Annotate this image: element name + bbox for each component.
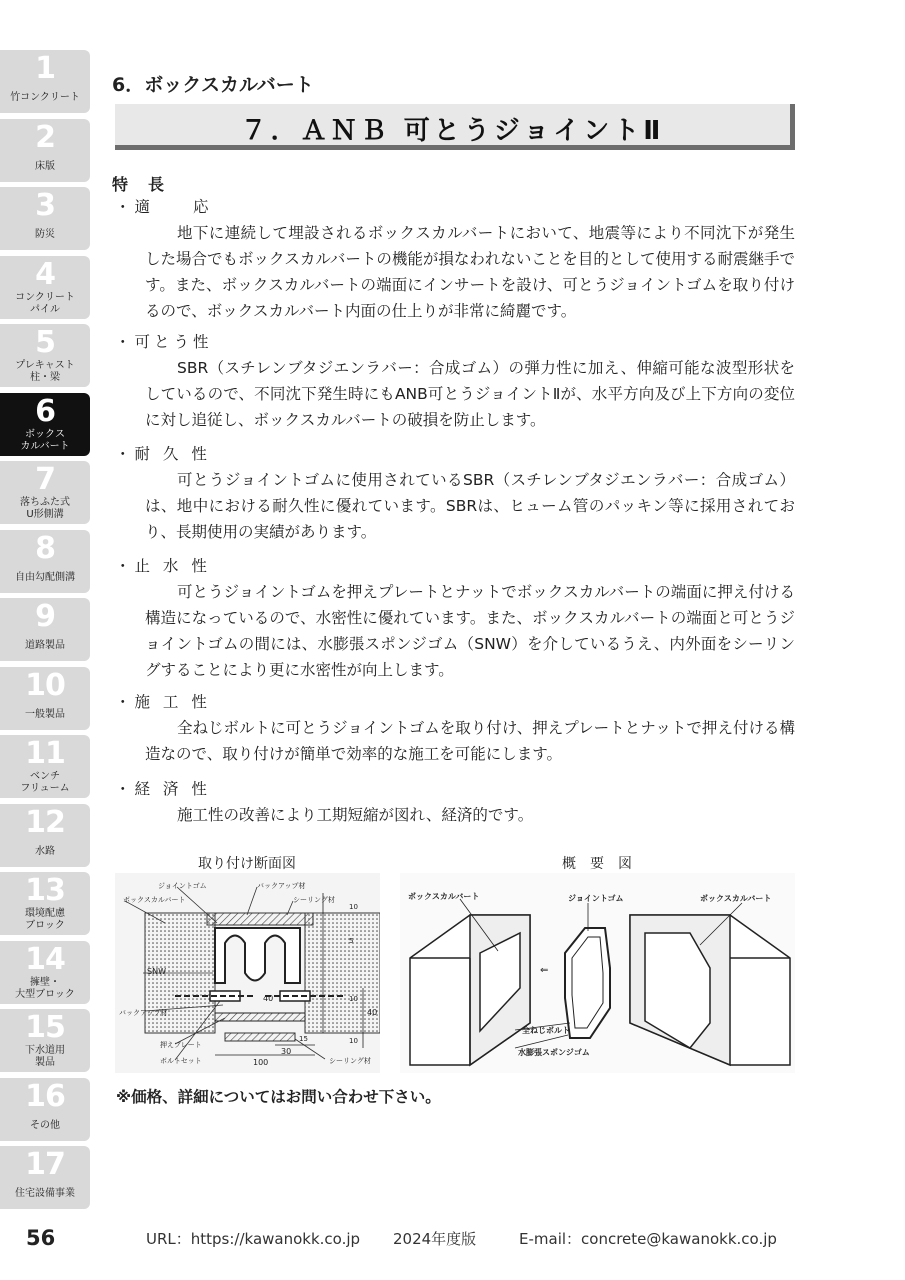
- inquiry-note: ※価格、詳細についてはお問い合わせ下さい。: [116, 1088, 441, 1106]
- chapter-tab-label: 道路製品: [25, 640, 65, 651]
- dim-30: 30: [281, 1047, 292, 1056]
- feature-section: [115, 776, 795, 828]
- feature-section: [115, 441, 795, 545]
- feature-heading: ・耐 久 性: [115, 445, 211, 463]
- chapter-tab-number: 12: [25, 804, 65, 840]
- feature-heading: ・施 工 性: [115, 693, 211, 711]
- chapter-tab[interactable]: [0, 530, 90, 593]
- dim-40-inner: 40: [263, 994, 274, 1003]
- feature-body: 可とうジョイントゴムを押えプレートとナットでボックスカルバートの端面に押え付ける構造になっているので、水密性に優れています。また、ボックスカルバートの端面と可とうジョイントゴムの間には、水膨張スポンジゴム（SNW）を介しているうえ、内外面をシーリングすることにより更に水密性が向上します。: [145, 583, 795, 679]
- label-press-plate: 押えプレート: [160, 1041, 202, 1049]
- chapter-tab-label: 水路: [35, 845, 55, 857]
- section-heading: 6．ボックスカルバート: [112, 74, 314, 96]
- chapter-tab-number: 15: [25, 1010, 65, 1045]
- overview-drawing-caption: 概 要 図: [562, 856, 632, 872]
- feature-section: [115, 689, 795, 767]
- chapter-tab-number: 17: [25, 1147, 65, 1182]
- chapter-tab-label: ベンチ フリューム: [20, 771, 70, 794]
- dim-40-right: 40: [367, 1008, 378, 1017]
- chapter-tab[interactable]: [0, 1078, 90, 1141]
- page-title: ７．ＡＮＢ 可とうジョイントⅡ: [240, 116, 665, 146]
- chapter-tab-number: 14: [25, 941, 65, 977]
- feature-section: [115, 329, 795, 433]
- features-heading: 特長: [112, 175, 185, 194]
- title-banner: [115, 104, 795, 150]
- chapter-tab-label: ボックス カルバート: [20, 428, 70, 452]
- feature-heading: ・適 応: [115, 198, 213, 216]
- chapter-tab-label: コンクリート パイル: [15, 291, 75, 315]
- chapter-tab[interactable]: [0, 119, 90, 182]
- feature-body: 可とうジョイントゴムに使用されているSBR（スチレンブタジエンラバー：合成ゴム）は、地中における耐久性に優れています。SBRは、ヒューム管のパッキン等に採用されており、長期使用の実績があります。: [145, 471, 795, 541]
- chapter-tab-label: 下水道用 製品: [25, 1045, 65, 1068]
- label-backup-top: バックアップ材: [257, 882, 306, 890]
- feature-body: 施工性の改善により工期短縮が図れ、経済的です。: [177, 806, 534, 824]
- label-box-right: ボックスカルバート: [700, 894, 772, 903]
- chapter-tab[interactable]: [0, 1146, 90, 1209]
- svg-text:⇐: ⇐: [540, 965, 549, 976]
- chapter-tab[interactable]: [0, 461, 90, 524]
- label-box-left: ボックスカルバート: [408, 892, 480, 901]
- chapter-tab[interactable]: [0, 941, 90, 1004]
- dim-10-bottom: 10: [349, 1037, 358, 1045]
- chapter-tab[interactable]: [0, 804, 90, 867]
- chapter-tab-label: 自由勾配側溝: [15, 571, 75, 583]
- label-box-culvert: ボックスカルバート: [123, 896, 186, 904]
- label-sealing-top: シーリング材: [293, 896, 335, 904]
- page-number: 56: [26, 1226, 56, 1250]
- label-bolt: 全ねじボルト: [522, 1026, 570, 1035]
- chapter-tab-number: 16: [25, 1078, 65, 1114]
- overview-drawing: [400, 873, 795, 1073]
- feature-heading: ・経 済 性: [115, 780, 211, 798]
- chapter-tab-number: 1: [35, 51, 55, 86]
- chapter-tab-label: プレキャスト 柱・梁: [15, 360, 75, 383]
- chapter-tab-number: 4: [35, 256, 55, 292]
- footer-email[interactable]: E-mail：concrete@kawanokk.co.jp: [519, 1230, 777, 1248]
- chapter-tab-label: 防災: [35, 229, 55, 240]
- chapter-tab[interactable]: [0, 50, 90, 113]
- label-snw: SNW: [147, 967, 166, 976]
- chapter-tab-number: 2: [35, 119, 55, 155]
- chapter-tab-label: 環境配慮 ブロック: [25, 908, 65, 931]
- feature-body: 地下に連続して埋設されるボックスカルバートにおいて、地震等により不同沈下が発生した場合でもボックスカルバートの機能が損なわれないことを目的として使用する耐震継手です。また、ボックスカルバートの端面にインサートを設け、可とうジョイントゴムを取り付けるので、ボックスカルバート内面の仕上りが非常に綺麗です。: [145, 224, 795, 320]
- chapter-tab[interactable]: [0, 393, 90, 456]
- section-drawing: [115, 873, 380, 1073]
- chapter-tab[interactable]: [0, 324, 90, 387]
- chapter-tab-number: 5: [35, 325, 55, 360]
- chapter-tab-number: 6: [35, 393, 55, 429]
- chapter-tab[interactable]: [0, 256, 90, 319]
- dim-10-mid: 10: [349, 995, 358, 1003]
- chapter-tab-label: 落ちふた式 U形側溝: [20, 497, 70, 520]
- chapter-tab-number: 11: [25, 736, 65, 771]
- dim-15: 15: [299, 1035, 308, 1043]
- chapter-tab-number: 10: [25, 667, 65, 703]
- feature-body: 全ねじボルトに可とうジョイントゴムを取り付け、押えプレートとナットで押え付ける構造なので、取り付けが簡単で効率的な施工を可能にします。: [145, 719, 795, 763]
- chapter-tab-label: その他: [30, 1119, 60, 1131]
- label-backup-left: バックアップ材: [119, 1009, 168, 1017]
- feature-heading: ・止 水 性: [115, 557, 211, 575]
- chapter-tab[interactable]: [0, 735, 90, 798]
- section-drawing-caption: 取り付け断面図: [198, 856, 296, 872]
- chapter-tab[interactable]: [0, 598, 90, 661]
- chapter-tab-number: 3: [35, 188, 55, 223]
- chapter-tab[interactable]: [0, 1009, 90, 1072]
- feature-section: [115, 194, 795, 324]
- label-joint: ジョイントゴム: [568, 894, 624, 903]
- chapter-tab-label: 竹コンクリート: [10, 92, 80, 103]
- dim-10-top: 10: [349, 903, 358, 911]
- feature-body: SBR（スチレンブタジエンラバー：合成ゴム）の弾力性に加え、伸縮可能な波型形状をしているので、不同沈下発生時にもANB可とうジョイントⅡが、水平方向及び上下方向の変位に対し追従し、ボックスカルバートの破損を防止します。: [145, 359, 795, 429]
- chapter-tab-number: 13: [25, 873, 65, 908]
- chapter-tab-number: 8: [35, 530, 55, 566]
- label-sealing-bottom: シーリング材: [329, 1057, 371, 1065]
- chapter-tab-number: 9: [35, 599, 55, 634]
- footer-edition: 2024年度版: [393, 1230, 477, 1248]
- label-sponge: 水膨張スポンジゴム: [518, 1048, 590, 1057]
- chapter-tab-label: 床版: [35, 160, 55, 172]
- chapter-tab-label: 擁壁・ 大型ブロック: [15, 976, 75, 1000]
- dim-100: 100: [253, 1058, 269, 1067]
- footer-url[interactable]: URL：https://kawanokk.co.jp: [146, 1230, 361, 1248]
- chapter-tab-label: 一般製品: [25, 708, 65, 720]
- label-joint-rubber: ジョイントゴム: [158, 882, 207, 890]
- feature-heading: ・可とう性: [115, 333, 213, 351]
- dim-5: 5: [349, 937, 354, 945]
- label-bolt-set: ボルトセット: [160, 1057, 202, 1065]
- chapter-tab-label: 住宅設備事業: [15, 1188, 75, 1199]
- feature-section: [115, 553, 795, 683]
- chapter-tab-number: 7: [35, 462, 55, 497]
- chapter-tab[interactable]: [0, 667, 90, 730]
- chapter-tab[interactable]: [0, 872, 90, 935]
- chapter-tab[interactable]: [0, 187, 90, 250]
